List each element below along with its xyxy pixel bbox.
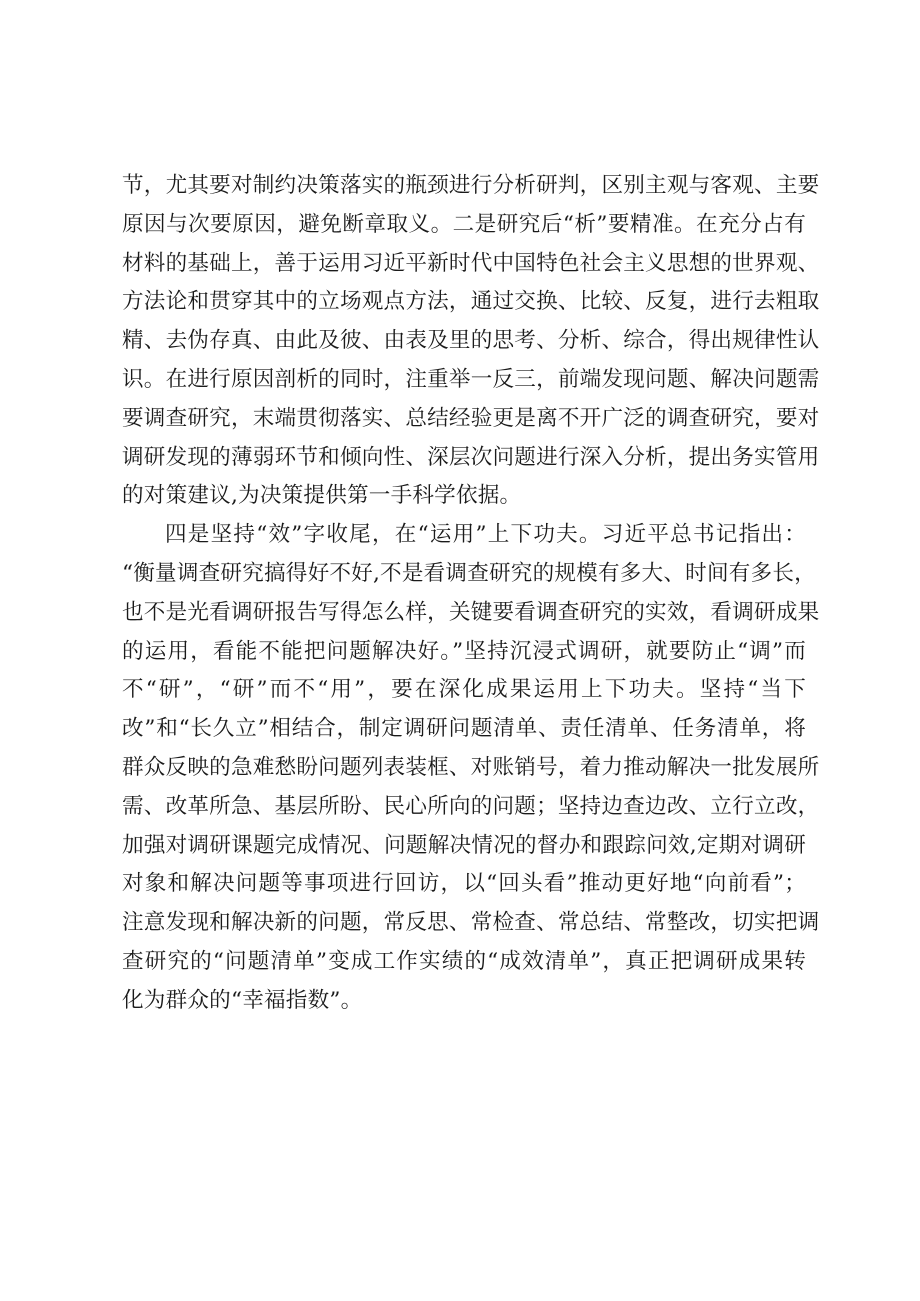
text-line: 原因与次要原因，避免断章取义。二是研究后“析”要精准。在充分占有 [122,211,806,237]
text-line: 改”和“长久立”相结合，制定调研问题清单、责任清单、任务清单，将 [122,716,806,742]
text-line: 的对策建议,为决策提供第一手科学依据。 [122,483,522,509]
text-line: 查研究的“问题清单”变成工作实绩的“成效清单”，真正把调研成果转 [122,948,806,974]
text-line-indented: 四是坚持“效”字收尾，在“运用”上下功夫。习近平总书记指出： [165,522,806,548]
text-line: 方法论和贯穿其中的立场观点方法，通过交换、比较、反复，进行去粗取 [122,289,820,315]
text-line: 识。在进行原因剖析的同时，注重举一反三，前端发现问题、解决问题需 [122,366,820,392]
text-line: 节，尤其要对制约决策落实的瓶颈进行分析研判，区别主观与客观、主要 [122,173,820,198]
text-line: 调研发现的薄弱环节和倾向性、深层次问题进行深入分析，提出务实管用 [122,444,820,470]
text-line: 需、改革所急、基层所盼、民心所向的问题；坚持边查边改、立行立改， [122,793,820,819]
text-line: 群众反映的急难愁盼问题列表装框、对账销号，着力推动解决一批发展所 [122,754,820,780]
text-line: 要调查研究，末端贯彻落实、总结经验更是离不开广泛的调查研究，要对 [122,405,820,431]
text-line: 不“研”，“研”而不“用”，要在深化成果运用上下功夫。坚持“当下 [122,677,806,703]
text-line: 精、去伪存真、由此及彼、由表及里的思考、分析、综合，得出规律性认 [122,328,820,354]
paragraph-analysis [122,167,820,516]
text-line: 材料的基础上，善于运用习近平新时代中国特色社会主义思想的世界观、 [122,250,820,276]
text-line: 化为群众的“幸福指数”。 [122,987,363,1013]
text-line: 对象和解决问题等事项进行回访，以“回头看”推动更好地“向前看”； [122,871,806,897]
text-line: 也不是光看调研报告写得怎么样，关键要看调查研究的实效，看调研成果 [122,599,820,625]
text-line: 的运用，看能不能把问题解决好。”坚持沉浸式调研，就要防止“调”而 [122,638,806,664]
text-line: 注意发现和解决新的问题，常反思、常检查、常总结、常整改，切实把调 [122,910,820,936]
document-body [122,167,820,1021]
paragraph-application [122,516,820,1020]
text-line: “衡量调查研究搞得好不好,不是看调查研究的规模有多大、时间有多长， [122,560,816,586]
text-line: 加强对调研课题完成情况、问题解决情况的督办和跟踪问效,定期对调研 [122,832,806,858]
